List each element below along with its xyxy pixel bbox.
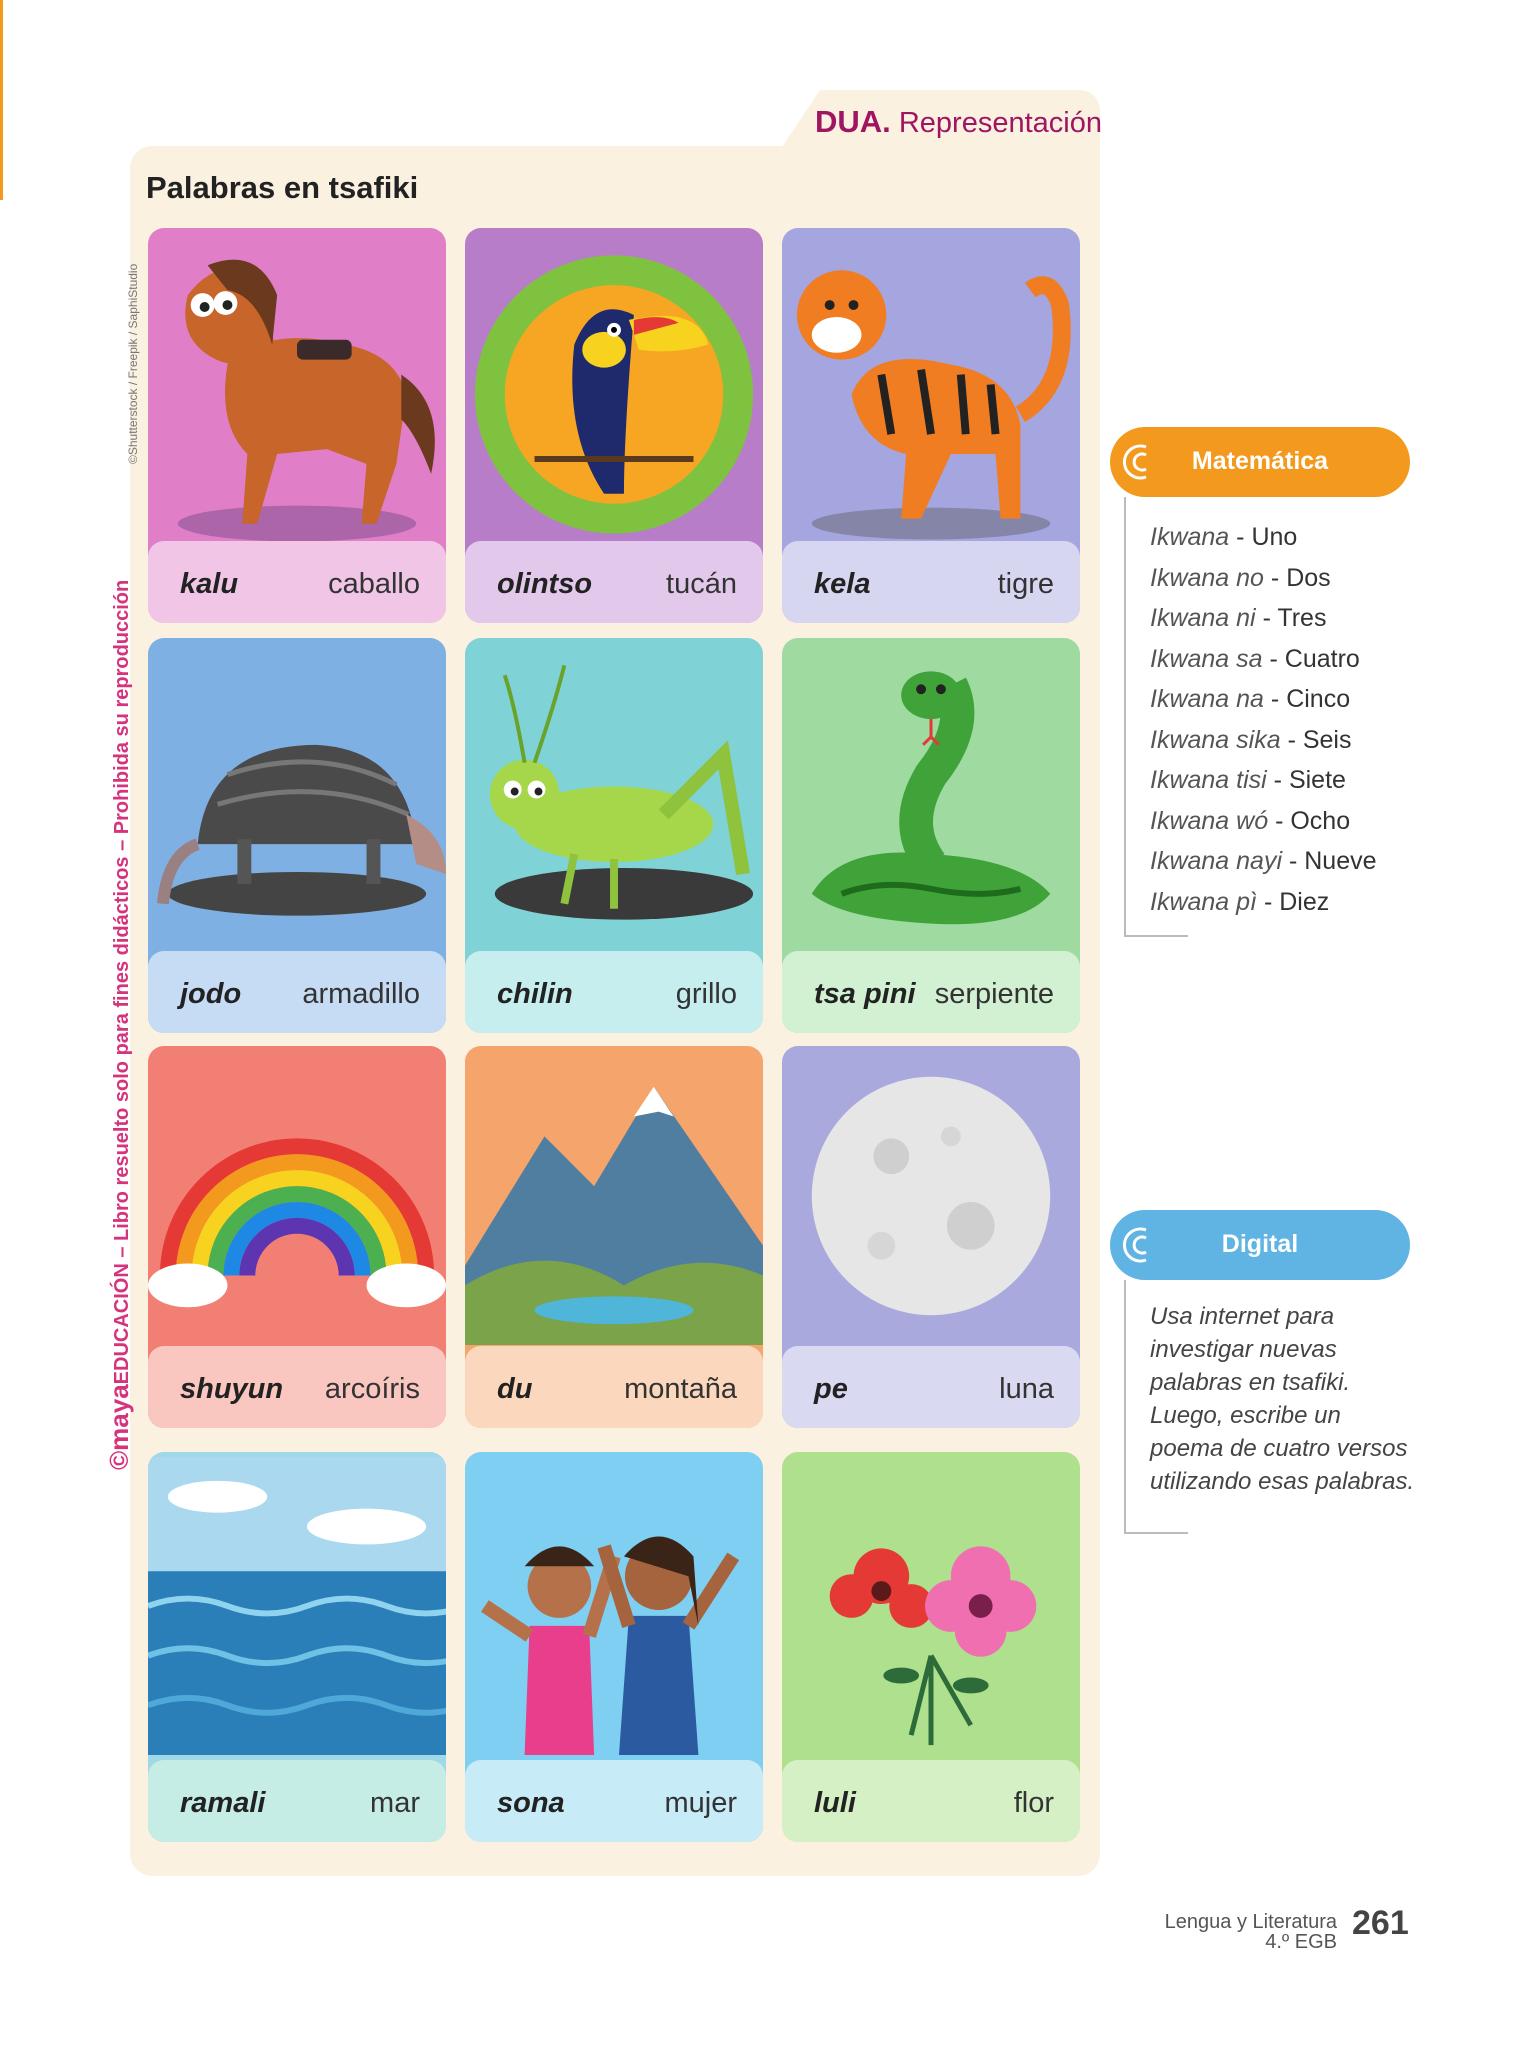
tsafiki-word: shuyun: [180, 1373, 284, 1405]
tsafiki-word: tsa pini: [814, 978, 916, 1010]
cricket-icon: [465, 638, 763, 951]
grade-level: 4.º EGB: [1265, 1931, 1337, 1953]
word-card-flor: [782, 1452, 1080, 1842]
math-item-separator: -: [1229, 523, 1252, 551]
math-item-tsafiki: Ikwana no: [1150, 563, 1264, 592]
tsafiki-word: du: [497, 1373, 533, 1405]
tsafiki-word: kalu: [180, 568, 239, 600]
math-item-tsafiki: Ikwana sika: [1150, 725, 1281, 754]
page-title: Palabras en tsafiki: [146, 170, 419, 205]
word-card-luna: [782, 1046, 1080, 1428]
card-caption: [465, 541, 763, 623]
spanish-word: serpiente: [934, 978, 1054, 1010]
math-item: [1150, 639, 1377, 680]
word-card-armadillo: [148, 638, 446, 1033]
women-icon: [465, 1452, 763, 1760]
digital-line: investigar nuevas: [1150, 1336, 1337, 1363]
math-item-spanish: Uno: [1251, 523, 1298, 551]
math-item-separator: -: [1255, 604, 1278, 632]
digital-divider: [1124, 1280, 1126, 1532]
digital-label: Digital: [1221, 1230, 1299, 1258]
math-item-separator: -: [1268, 806, 1291, 835]
snake-icon: [782, 638, 1080, 951]
math-item: [1150, 720, 1377, 761]
math-item-tsafiki: Ikwana nayi: [1150, 847, 1283, 875]
rainbow-icon: [148, 1046, 446, 1346]
card-caption: [148, 951, 446, 1033]
math-item-separator: -: [1263, 563, 1287, 592]
spanish-word: luna: [999, 1373, 1054, 1405]
digital-line: Luego, escribe un: [1150, 1402, 1341, 1429]
tsafiki-word: chilin: [497, 978, 573, 1010]
card-caption: [148, 1346, 446, 1428]
image-credit: ©Shutterstock / Freepik / SaphiStudio: [126, 263, 140, 464]
digital-line: palabras en tsafiki.: [1150, 1369, 1351, 1396]
dua-label: [815, 104, 1102, 140]
word-card-serpiente: [782, 638, 1080, 1033]
dua-bold: DUA.: [815, 104, 891, 139]
spanish-word: caballo: [328, 568, 420, 600]
page-number: 261: [1352, 1904, 1409, 1942]
sea-icon: [148, 1452, 446, 1760]
card-caption: [782, 541, 1080, 623]
math-item-spanish: Siete: [1288, 766, 1346, 794]
digital-line: poema de cuatro versos: [1150, 1435, 1408, 1462]
digital-line: Usa internet para: [1150, 1303, 1335, 1330]
digital-instructions: [1150, 1300, 1440, 1498]
math-item: [1150, 558, 1377, 599]
page-edge-mark: [0, 0, 3, 200]
math-item: [1150, 841, 1377, 882]
math-item: [1150, 517, 1377, 558]
math-item-tsafiki: Ikwana tisi: [1150, 766, 1267, 794]
tsafiki-word: jodo: [180, 978, 242, 1010]
card-caption: [465, 1760, 763, 1842]
math-item-spanish: Seis: [1302, 725, 1352, 754]
math-item-tsafiki: Ikwana ni: [1150, 604, 1256, 632]
word-card-mujer: [465, 1452, 763, 1842]
flower-icon: [782, 1452, 1080, 1760]
math-item-tsafiki: Ikwana pì: [1150, 887, 1258, 916]
math-item-tsafiki: Ikwana sa: [1150, 644, 1263, 673]
tsafiki-word: pe: [814, 1373, 848, 1405]
math-item-separator: -: [1257, 887, 1280, 916]
spanish-word: tucán: [666, 568, 737, 600]
math-item-spanish: Dos: [1286, 563, 1331, 592]
math-item-spanish: Cuatro: [1284, 644, 1360, 673]
math-item-separator: -: [1263, 685, 1287, 713]
digital-line: utilizando esas palabras.: [1150, 1468, 1415, 1495]
word-card-grillo: [465, 638, 763, 1033]
math-item-tsafiki: Ikwana na: [1150, 685, 1264, 713]
math-item: [1150, 679, 1377, 720]
subject-name: Lengua y Literatura: [1164, 1911, 1337, 1933]
card-caption: [782, 1760, 1080, 1842]
math-item: [1150, 760, 1377, 801]
toucan-icon: [465, 228, 763, 541]
word-card-tigre: [782, 228, 1080, 623]
card-caption: [148, 541, 446, 623]
spanish-word: mar: [370, 1787, 420, 1819]
math-number-list: [1150, 517, 1377, 922]
digital-header: [1110, 1210, 1410, 1280]
math-item-spanish: Nueve: [1304, 847, 1377, 875]
math-item-spanish: Ocho: [1290, 806, 1351, 835]
tsafiki-word: olintso: [497, 568, 593, 600]
spanish-word: montaña: [624, 1373, 737, 1405]
mountain-icon: [465, 1046, 763, 1346]
math-item-separator: -: [1262, 644, 1285, 673]
moon-icon: [782, 1046, 1080, 1346]
digital-divider-foot: [1124, 1532, 1188, 1534]
spanish-word: arcoíris: [324, 1373, 420, 1405]
math-item-spanish: Diez: [1279, 887, 1330, 916]
math-item-spanish: Cinco: [1286, 685, 1351, 713]
dua-rest: Representación: [898, 107, 1102, 139]
math-header: [1110, 427, 1410, 497]
card-caption: [148, 1760, 446, 1842]
spanish-word: flor: [1013, 1787, 1054, 1819]
horse-icon: [148, 228, 446, 541]
spanish-word: armadillo: [302, 978, 420, 1010]
word-card-mar: [148, 1452, 446, 1842]
math-item-tsafiki: Ikwana wó: [1150, 806, 1269, 835]
tsafiki-word: sona: [497, 1787, 565, 1819]
math-item-separator: -: [1282, 847, 1305, 875]
tsafiki-word: kela: [814, 568, 871, 600]
spanish-word: grillo: [675, 978, 737, 1010]
math-divider-foot: [1124, 935, 1188, 937]
word-card-tucan: [465, 228, 763, 623]
copyright-text: EDUCACIÓN – Libro resuelto solo para fines didácticos – Prohibida su reproducción: [111, 579, 133, 1385]
math-item-separator: -: [1266, 766, 1289, 794]
card-caption: [782, 951, 1080, 1033]
tiger-icon: [782, 228, 1080, 541]
math-item-separator: -: [1280, 725, 1303, 754]
publisher-logo: ©maya: [104, 1384, 134, 1470]
armadillo-icon: [148, 638, 446, 951]
card-caption: [465, 1346, 763, 1428]
card-caption: [465, 951, 763, 1033]
math-item: [1150, 882, 1377, 923]
card-caption: [782, 1346, 1080, 1428]
word-card-montana: [465, 1046, 763, 1428]
math-item: [1150, 598, 1377, 639]
spanish-word: mujer: [664, 1787, 737, 1819]
math-item: [1150, 801, 1377, 842]
word-card-caballo: [148, 228, 446, 623]
copyright-notice: [104, 580, 135, 1470]
word-card-arcoiris: [148, 1046, 446, 1428]
tsafiki-word: ramali: [180, 1787, 266, 1819]
math-item-spanish: Tres: [1277, 604, 1327, 632]
math-item-tsafiki: Ikwana: [1150, 523, 1230, 551]
spanish-word: tigre: [997, 568, 1054, 600]
footer-subject: [1165, 1912, 1337, 1952]
math-divider: [1124, 497, 1126, 935]
math-label: Matemática: [1191, 447, 1329, 475]
tsafiki-word: luli: [814, 1787, 856, 1819]
